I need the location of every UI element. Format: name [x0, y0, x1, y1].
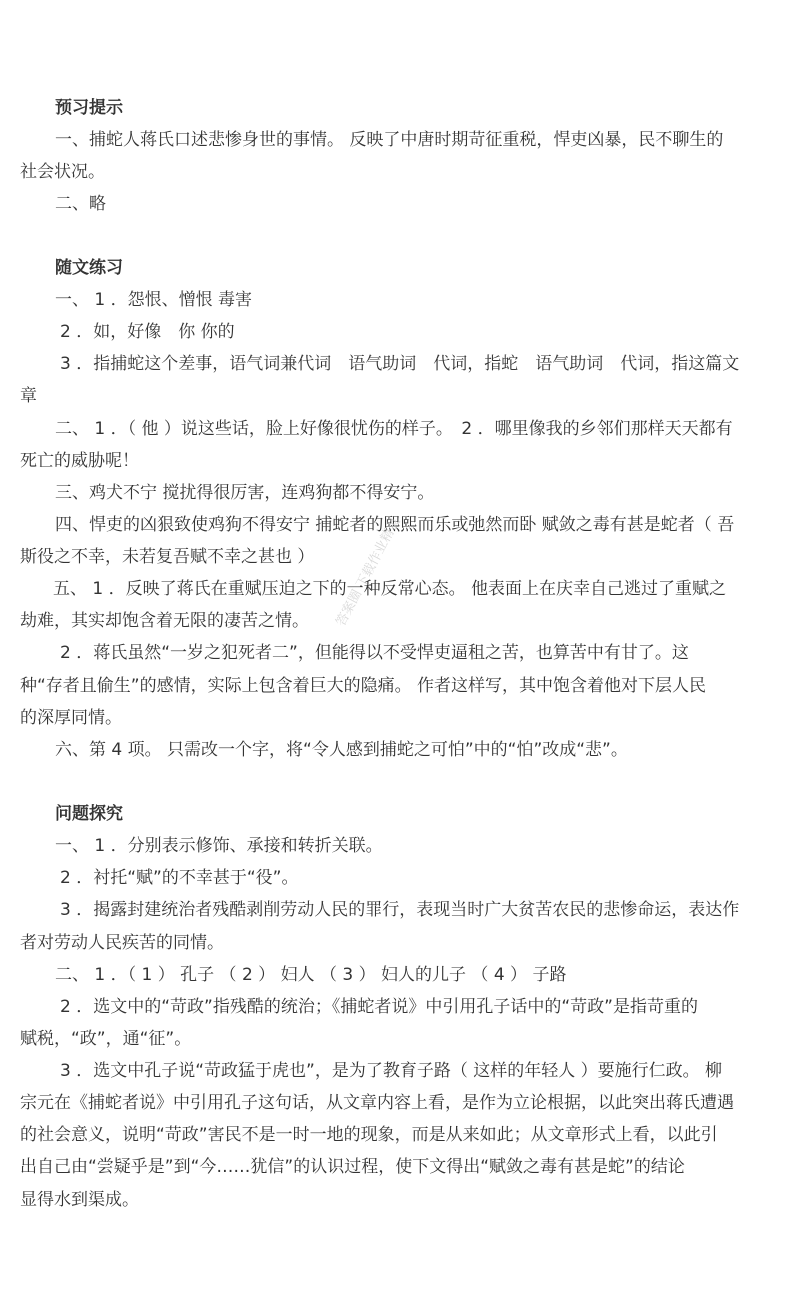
- practice-line: 3 ．指捕蛇这个差事，语气词兼代词 语气助词 代词，指蛇 语气助词 代词，指这篇文: [60, 354, 740, 374]
- inquiry-line: 3 ．选文中孔子说“苛政猛于虎也”，是为了教育子路（ 这样的年轻人 ）要施行仁政。 柳: [60, 1061, 723, 1081]
- watermark: 答案圈 下载作业精灵: [333, 514, 404, 629]
- practice-line: 二、 1 ．（ 他 ）说这些话，脸上好像很忧伤的样子。 2 ．哪里像我的乡邻们那样天天都有: [55, 419, 733, 439]
- preview-line: 一、捕蛇人蒋氏口述悲惨身世的事情。 反映了中唐时期苛征重税，悍吏凶暴，民不聊生的: [55, 130, 724, 150]
- practice-line: 种“存者且偷生”的感情，实际上包含着巨大的隐痛。 作者这样写，其中饱含着他对下层人民: [20, 676, 707, 696]
- inquiry-line: 赋税，“政”，通“征”。: [20, 1029, 192, 1049]
- inquiry-line: 者对劳动人民疾苦的同情。: [20, 933, 224, 953]
- practice-line: 的深厚同情。: [20, 708, 122, 728]
- practice-line: 三、鸡犬不宁 搅扰得很厉害，连鸡狗都不得安宁。: [55, 483, 435, 503]
- inquiry-line: 宗元在《捕蛇者说》中引用孔子这句话，从文章内容上看，是作为立论根据，以此突出蒋氏遭遇: [20, 1093, 734, 1113]
- practice-line: 斯役之不幸，未若复吾赋不幸之甚也 ）: [20, 547, 315, 567]
- practice-line: 六、第 4 项。 只需改一个字，将“令人感到捕蛇之可怕”中的“怕”改成“悲”。: [55, 740, 628, 760]
- practice-line: 一、 1 ．怨恨、憎恨 毒害: [55, 290, 253, 310]
- inquiry-line: 2 ．衬托“赋”的不幸甚于“役”。: [60, 868, 299, 888]
- preview-line: 社会状况。: [20, 162, 105, 182]
- inquiry-line: 二、 1 ．（ 1 ） 孔子 （ 2 ） 妇人 （ 3 ） 妇人的儿子 （ 4 ） 子路: [55, 965, 567, 985]
- inquiry-line: 显得水到渠成。: [20, 1190, 139, 1210]
- practice-line: 四、悍吏的凶狠致使鸡狗不得安宁 捕蛇者的熙熙而乐或弛然而卧 赋敛之毒有甚是蛇者（ 吾: [55, 515, 735, 535]
- practice-line: 2 ．如，好像 你 你的: [60, 322, 235, 342]
- practice-line: 五、 1 ．反映了蒋氏在重赋压迫之下的一种反常心态。 他表面上在庆幸自己逃过了重赋之: [53, 579, 727, 599]
- inquiry-line: 3 ．揭露封建统治者残酷剥削劳动人民的罪行，表现当时广大贫苦农民的悲惨命运，表达作: [60, 900, 740, 920]
- practice-line: 章: [20, 386, 37, 406]
- inquiry-line: 出自己由“尝疑乎是”到“今……犹信”的认识过程，使下文得出“赋敛之毒有甚是蛇”的结论: [20, 1157, 685, 1177]
- inquiry-line: 2 ．选文中的“苛政”指残酷的统治；《捕蛇者说》中引用孔子话中的“苛政”是指苛重的: [60, 997, 698, 1017]
- section-heading-practice: 随文练习: [55, 258, 123, 278]
- practice-line: 2 ．蒋氏虽然“一岁之犯死者二”，但能得以不受悍吏逼租之苦，也算苦中有甘了。这: [60, 643, 689, 663]
- practice-line: 死亡的威胁呢！: [20, 451, 139, 471]
- practice-line: 劫难，其实却饱含着无限的凄苦之情。: [20, 611, 309, 631]
- inquiry-line: 的社会意义，说明“苛政”害民不是一时一地的现象，而是从来如此；从文章形式上看，以此引: [20, 1125, 718, 1145]
- inquiry-line: 一、 1 ．分别表示修饰、承接和转折关联。: [55, 836, 383, 856]
- preview-line: 二、略: [55, 194, 106, 214]
- section-heading-preview: 预习提示: [55, 98, 123, 118]
- section-heading-inquiry: 问题探究: [55, 804, 123, 824]
